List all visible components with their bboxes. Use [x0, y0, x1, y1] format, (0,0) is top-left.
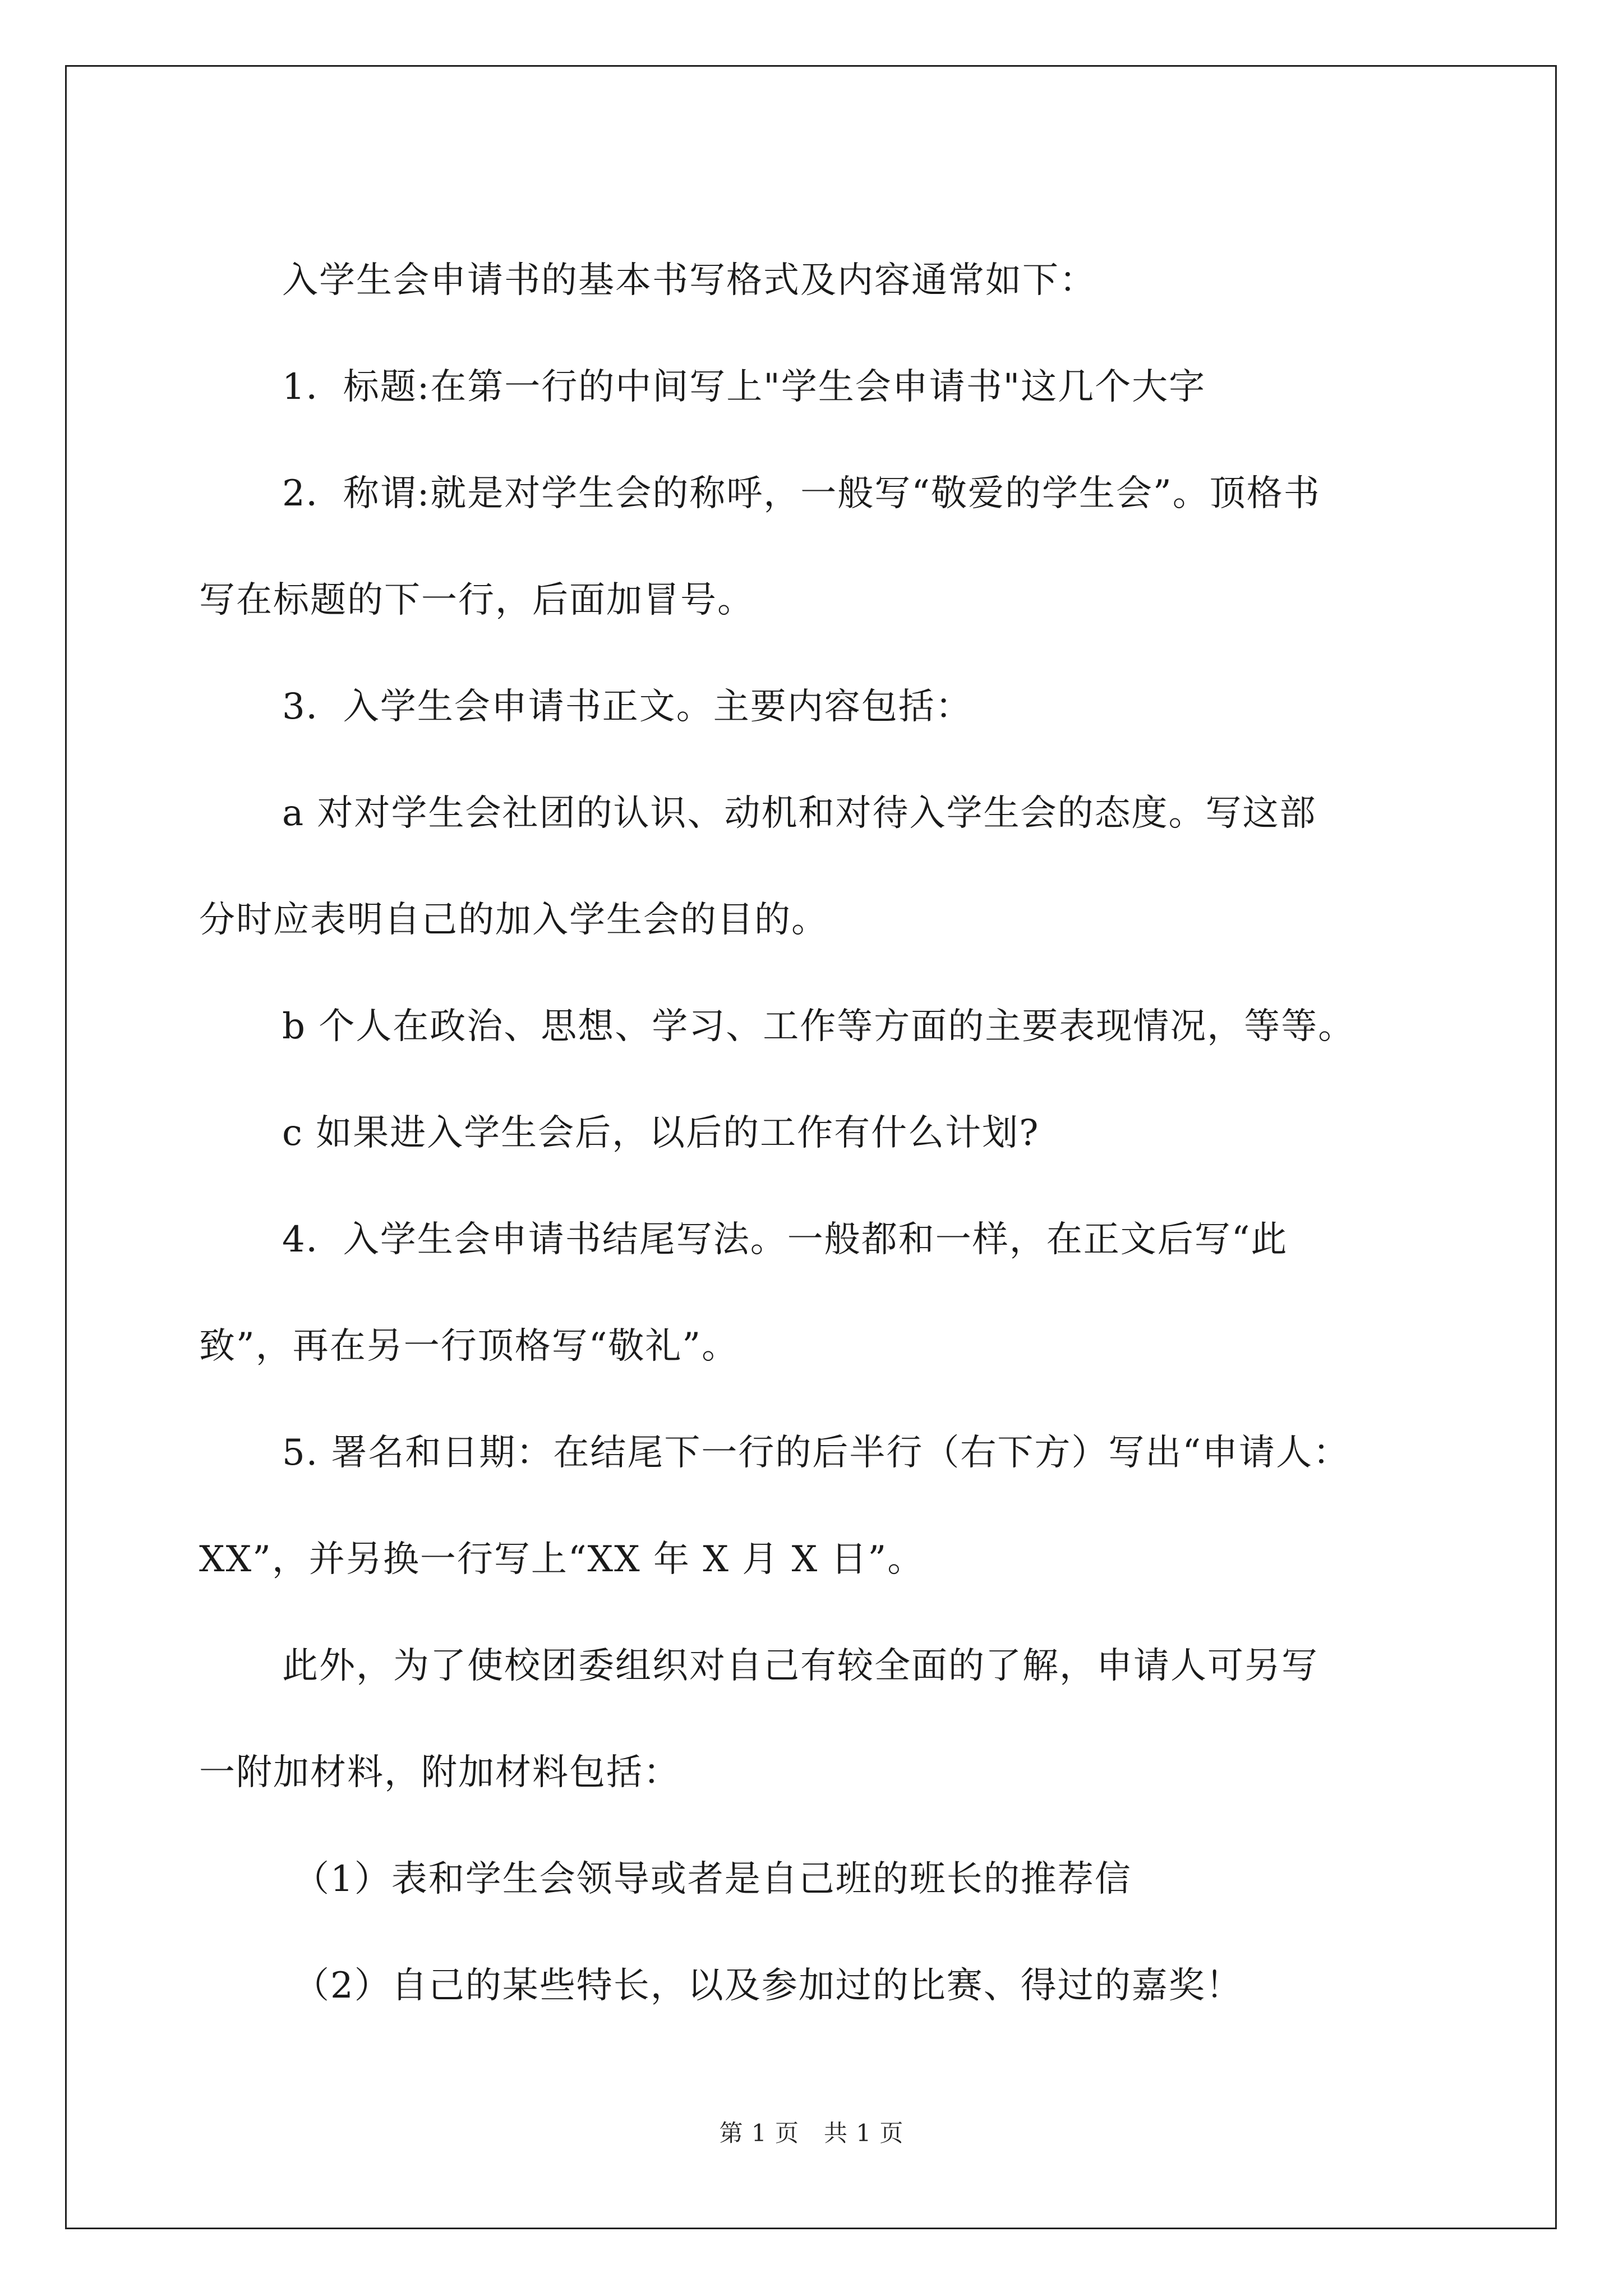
- paragraph-item-signature: 5. 署名和日期：在结尾下一行的后半行（右下方）写出“申请人：: [282, 1432, 1350, 1474]
- paragraph-sub-a-cont: 分时应表明自己的加入学生会的目的。: [199, 899, 828, 941]
- page-number-current: 第 1 页: [719, 2119, 799, 2147]
- page-number-total: 共 1 页: [824, 2119, 904, 2147]
- page-footer: [0, 2115, 1623, 2148]
- paragraph-intro: 入学生会申请书的基本书写格式及内容通常如下：: [282, 260, 1096, 301]
- paragraph-sub-a: a 对对学生会社团的认识、动机和对待入学生会的态度。写这部: [282, 793, 1317, 834]
- paragraph-item-closing: 4．入学生会申请书结尾写法。一般都和一样，在正文后写“此: [282, 1219, 1288, 1260]
- paragraph-item-title: 1．标题:在第一行的中间写上"学生会申请书"这几个大字: [282, 366, 1206, 408]
- paragraph-additional-cont: 一附加材料，附加材料包括：: [199, 1752, 680, 1793]
- paragraph-item-signature-cont: XX”，并另换一行写上“XX 年 X 月 X 日”。: [199, 1539, 925, 1580]
- paragraph-attachment-1: （1）表和学生会领导或者是自己班的班长的推荐信: [293, 1858, 1132, 1900]
- document-body: [199, 227, 1438, 2039]
- paragraph-sub-c: c 如果进入学生会后，以后的工作有什么计划?: [282, 1112, 1040, 1154]
- paragraph-additional: 此外，为了使校团委组织对自己有较全面的了解，申请人可另写: [282, 1645, 1318, 1687]
- paragraph-attachment-2: （2）自己的某些特长，以及参加过的比赛、得过的嘉奖！: [293, 1965, 1243, 2007]
- paragraph-item-salutation: 2．称谓:就是对学生会的称呼，一般写“敬爱的学生会”。顶格书: [282, 473, 1321, 514]
- paragraph-sub-b: b 个人在政治、思想、学习、工作等方面的主要表现情况，等等。: [282, 1006, 1355, 1047]
- paragraph-item-closing-cont: 致”，再在另一行顶格写“敬礼”。: [199, 1326, 739, 1367]
- paragraph-item-salutation-cont: 写在标题的下一行，后面加冒号。: [199, 579, 754, 621]
- paragraph-item-body: 3．入学生会申请书正文。主要内容包括：: [282, 686, 972, 728]
